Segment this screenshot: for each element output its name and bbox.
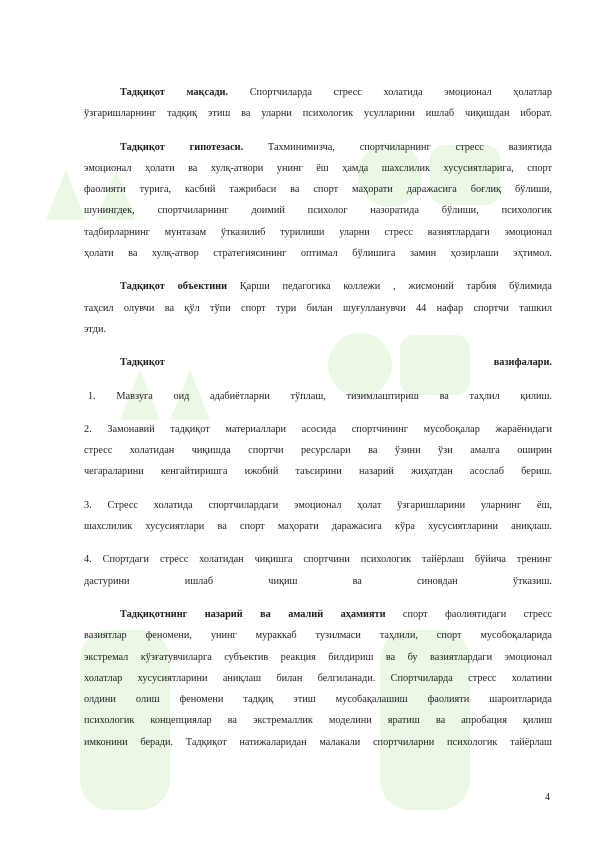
paragraph-line: 4. Спортдаги стресс холатидан чиқишга спортчини психологик тайёрлаш бўйича тренинг bbox=[84, 554, 552, 566]
hypothesis-paragraph bbox=[84, 137, 552, 265]
paragraph-line: Спортчиларда стресс холатида эмоционал ҳолатлар bbox=[228, 87, 552, 98]
paragraph-line: 3. Стресс холатида спортчилардаги эмоционал ҳолат ўзгаришларини уларнинг ёш, bbox=[84, 499, 552, 511]
paragraph-line: Тахминимизча, спортчиларнинг стресс вазиятида bbox=[243, 141, 552, 153]
paragraph-line: дастурини ишлаб чиқиш ва синовдан ўтказиш. bbox=[84, 575, 552, 587]
significance-paragraph bbox=[84, 604, 552, 753]
paragraph-line: ҳолати ва хулқ-атвор стратегиясининг оптимал бўлишига замин ҳозирлаши эҳтимол. bbox=[84, 248, 552, 260]
paragraph-line: холатлар хусусиятларини аниқлаш билан белгиланади. Спортчиларда стресс холатини bbox=[84, 672, 552, 684]
paragraph-line: имконини беради. Тадқиқот натижаларидан малакали спортчиларни психологик тайёрлаш bbox=[84, 736, 552, 748]
paragraph-line: 1. Мавзуга оид адабиётларни тўплаш, тизимлаштириш ва таҳлил қилиш. bbox=[88, 390, 552, 402]
paragraph-line: 2. Замонавий тадқиқот материаллари асосида спортчининг мусобоқалар жараёнидаги bbox=[84, 423, 552, 435]
paragraph-line: спорт фаолиятидаги стресс bbox=[385, 608, 552, 620]
paragraph-line: вазиятлар феномени, унинг мураккаб тузилмаси таҳлили, спорт мусобоқаларида bbox=[84, 630, 552, 642]
object-paragraph bbox=[84, 276, 552, 340]
task-item bbox=[84, 495, 552, 538]
purpose-paragraph bbox=[84, 82, 552, 125]
paragraph-line: чегараларини кенгайтиришга ижобий таъсирини назарий жиҳатдан асослаб бериш. bbox=[84, 466, 552, 478]
paragraph-line: этди. bbox=[84, 323, 107, 335]
paragraph-line: шахслилик хусусиятлари ва спорт маҳорати даражасига кўра хусусиятларини аниқлаш. bbox=[84, 521, 552, 533]
paragraph-line: тадбирларнинг мунтазам ўтказилиб турилиши уларни стресс вазиятлардаги эмоционал bbox=[84, 226, 552, 238]
document-body bbox=[84, 82, 552, 753]
paragraph-line: шунингдек, спортчиларнинг доимий психолог назоратида бўлиши, психологик bbox=[84, 205, 552, 217]
task-item bbox=[84, 386, 552, 407]
paragraph-line: олдини олиш феномени тадқиқ этиш мусобақалашиш фаолияти шароитларида bbox=[84, 694, 552, 706]
page-number: 4 bbox=[545, 792, 550, 803]
paragraph-line: психологик концепциялар ва экстремаллик моделини яратиш ва апробация қилиш bbox=[84, 715, 552, 727]
paragraph-line: фаолияти турига, касбий тажрибаси ва спорт маҳорати даражасига боғлиқ бўлиши, bbox=[84, 184, 552, 196]
significance-heading: Тадқиқотнинг назарий ва амалий аҳамияти bbox=[120, 608, 386, 620]
paragraph-line: экстремал кўзғатувчиларга субъектив реакция билдириш ва бу вазиятлардаги эмоционал bbox=[84, 651, 552, 663]
paragraph-line: таҳсил олувчи ва қўл тўпи спорт тури билан шуғулланувчи 44 нафар спортчи ташкил bbox=[84, 302, 552, 314]
tasks-heading: Тадқиқот вазифалари. bbox=[120, 357, 552, 369]
paragraph-line: эмоционал ҳолати ва хулқ-атвори унинг ёш ҳамда шахслилик хусусиятларига, спорт bbox=[84, 162, 552, 174]
purpose-heading: Тадқиқот мақсади. bbox=[120, 87, 229, 98]
tasks-heading-paragraph bbox=[84, 352, 552, 373]
paragraph-line: стресс холатидан чиқишда спортчи ресурслари ва ўзини ўзи амалга оширин bbox=[84, 445, 552, 457]
object-heading: Тадқиқот объектини bbox=[120, 281, 227, 293]
hypothesis-heading: Тадқиқот гипотезаси. bbox=[120, 141, 244, 153]
task-item bbox=[84, 419, 552, 483]
paragraph-line: ўзгаришларнинг тадқиқ этиш ва уларни психологик усулларини ишлаб чиқишдан иборат. bbox=[84, 108, 552, 120]
task-item bbox=[84, 549, 552, 592]
paragraph-line: Қарши педагогика коллежи , жисмоний тарбия бўлимида bbox=[227, 281, 552, 293]
